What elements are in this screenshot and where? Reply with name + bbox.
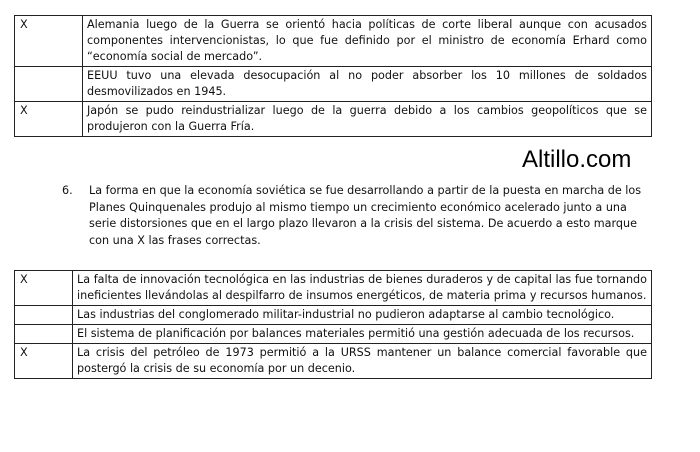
table-row (15, 271, 652, 306)
statement-cell: Las industrias del conglomerado militar-industrial no pudieron adaptarse al cambio tecnológico. (73, 306, 652, 325)
table-row (15, 344, 652, 379)
table-row (15, 16, 652, 67)
mark-cell: X (15, 102, 83, 137)
table-row (15, 306, 652, 325)
mark-cell (15, 306, 73, 325)
statement-cell: La falta de innovación tecnológica en las industrias de bienes duraderos y de capital las fue tornando ineficientes llevándolas al despilfarro de insumos energéticos, de materia prima y recursos humanos. (73, 271, 652, 306)
statements-table-1 (14, 15, 652, 137)
mark-cell: X (15, 16, 83, 67)
table-row (15, 325, 652, 344)
statement-cell: EEUU tuvo una elevada desocupación al no poder absorber los 10 millones de soldados desmovilizados en 1945. (83, 67, 652, 102)
statements-table-2 (14, 270, 652, 379)
table-row (15, 102, 652, 137)
statement-cell: La crisis del petróleo de 1973 permitió a la URSS mantener un balance comercial favorable que postergó la crisis de su economía por un decenio. (73, 344, 652, 379)
question-number: 6. (62, 184, 73, 197)
brand-watermark: Altillo.com (522, 146, 632, 173)
mark-cell (15, 325, 73, 344)
mark-cell: X (15, 271, 73, 306)
statement-cell: Japón se pudo reindustrializar luego de la guerra debido a los cambios geopolíticos que se produjeron con la Guerra Fría. (83, 102, 652, 137)
table-row (15, 67, 652, 102)
mark-cell (15, 67, 83, 102)
mark-cell: X (15, 344, 73, 379)
statement-cell: El sistema de planificación por balances materiales permitió una gestión adecuada de los recursos. (73, 325, 652, 344)
statement-cell: Alemania luego de la Guerra se orientó hacia políticas de corte liberal aunque con acusados componentes intervencionistas, lo que fue definido por el ministro de economía Erhard como “economía social de mercado”. (83, 16, 652, 67)
question-text: La forma en que la economía soviética se fue desarrollando a partir de la puesta en marcha de los Planes Quinquenales produjo al mismo tiempo un crecimiento económico acelerado junto a una serie distorsiones que en el largo plazo llevaron a la crisis del sistema. De acuerdo a esto marque con una X las frases correctas. (89, 184, 642, 247)
